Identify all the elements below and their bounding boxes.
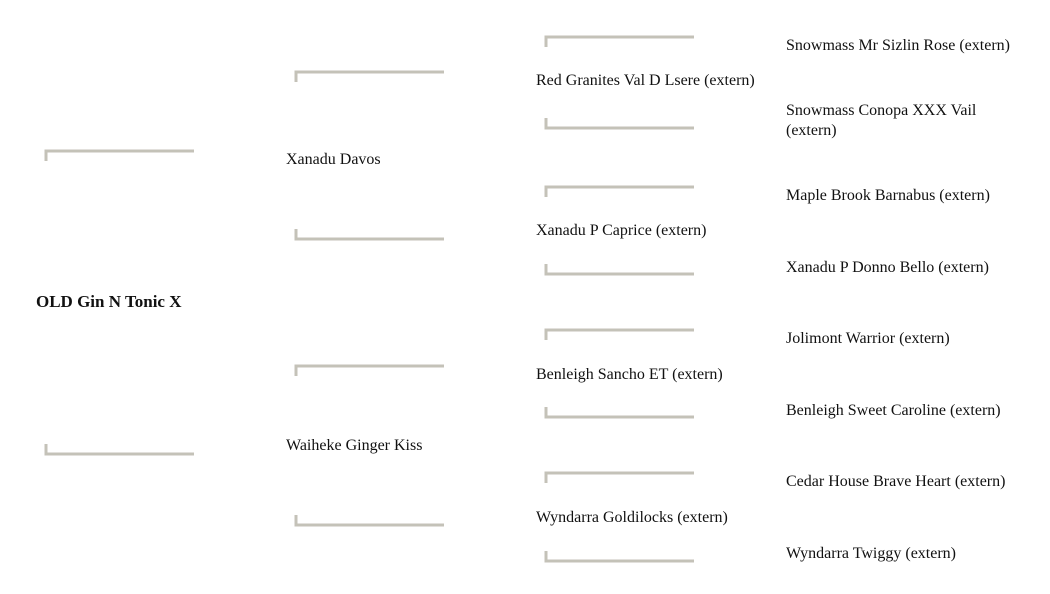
connector-dam-dam-line xyxy=(296,515,444,525)
connector-sire-sire-sire-arrow-icon xyxy=(539,46,553,54)
dam-dam-dam-name[interactable]: Wyndarra Twiggy (extern) xyxy=(786,545,956,562)
connector-sire-sire xyxy=(284,52,448,92)
connector-dam-sire-dam xyxy=(534,397,698,437)
sire-name[interactable]: Xanadu Davos xyxy=(286,151,381,168)
connector-dam-sire-line xyxy=(296,366,444,376)
sire-sire-dam-name[interactable]: Snowmass Conopa XXX Vail (extern) xyxy=(786,102,977,139)
dam-sire-name[interactable]: Benleigh Sancho ET (extern) xyxy=(536,366,723,383)
connector-sire-sire-arrow-icon xyxy=(289,81,303,89)
sire-sire-name[interactable]: Red Granites Val D Lsere (extern) xyxy=(536,72,755,89)
connector-sire-dam-sire xyxy=(534,167,698,207)
connector-sire-dam xyxy=(284,219,448,259)
dam-sire-dam-name[interactable]: Benleigh Sweet Caroline (extern) xyxy=(786,402,1001,419)
connector-sire xyxy=(34,131,198,171)
connector-dam-dam-sire xyxy=(534,453,698,493)
connector-sire-dam-dam-arrow-icon xyxy=(539,257,553,265)
connector-dam xyxy=(34,434,198,474)
connector-dam-sire-sire-arrow-icon xyxy=(539,339,553,347)
connector-dam-sire-sire xyxy=(534,310,698,350)
connector-dam-sire-dam-line xyxy=(546,407,694,417)
connector-dam-dam-dam-line xyxy=(546,551,694,561)
connector-sire-sire-dam-line xyxy=(546,118,694,128)
connector-dam-arrow-icon xyxy=(39,437,53,445)
connector-dam-line xyxy=(46,444,194,454)
sire-dam-dam-name[interactable]: Xanadu P Donno Bello (extern) xyxy=(786,259,989,276)
connector-sire-dam-arrow-icon xyxy=(289,222,303,230)
dam-dam-sire-name[interactable]: Cedar House Brave Heart (extern) xyxy=(786,473,1006,490)
connector-sire-dam-line xyxy=(296,229,444,239)
dam-dam-name[interactable]: Wyndarra Goldilocks (extern) xyxy=(536,509,728,526)
sire-sire-sire-name[interactable]: Snowmass Mr Sizlin Rose (extern) xyxy=(786,37,1010,54)
connector-dam-sire xyxy=(284,346,448,386)
connector-sire-sire-line xyxy=(296,72,444,82)
subject-name: OLD Gin N Tonic X xyxy=(36,292,182,311)
connector-sire-arrow-icon xyxy=(39,160,53,168)
connector-sire-sire-sire-line xyxy=(546,37,694,47)
dam-sire-sire-name[interactable]: Jolimont Warrior (extern) xyxy=(786,330,950,347)
connector-dam-sire-sire-line xyxy=(546,330,694,340)
connector-sire-sire-dam-arrow-icon xyxy=(539,111,553,119)
sire-dam-sire-name[interactable]: Maple Brook Barnabus (extern) xyxy=(786,187,990,204)
connector-dam-dam-arrow-icon xyxy=(289,508,303,516)
connector-sire-sire-dam xyxy=(534,108,698,148)
connector-sire-sire-sire xyxy=(534,17,698,57)
connector-dam-sire-dam-arrow-icon xyxy=(539,400,553,408)
connector-dam-sire-arrow-icon xyxy=(289,375,303,383)
connector-sire-dam-dam xyxy=(534,254,698,294)
connector-dam-dam-dam xyxy=(534,541,698,581)
connector-dam-dam-sire-arrow-icon xyxy=(539,482,553,490)
connector-dam-dam-dam-arrow-icon xyxy=(539,544,553,552)
connector-sire-dam-sire-arrow-icon xyxy=(539,196,553,204)
connector-dam-dam-sire-line xyxy=(546,473,694,483)
connector-sire-line xyxy=(46,151,194,161)
dam-name[interactable]: Waiheke Ginger Kiss xyxy=(286,437,423,454)
connector-dam-dam xyxy=(284,505,448,545)
connector-sire-dam-sire-line xyxy=(546,187,694,197)
sire-dam-name[interactable]: Xanadu P Caprice (extern) xyxy=(536,222,707,239)
connector-sire-dam-dam-line xyxy=(546,264,694,274)
